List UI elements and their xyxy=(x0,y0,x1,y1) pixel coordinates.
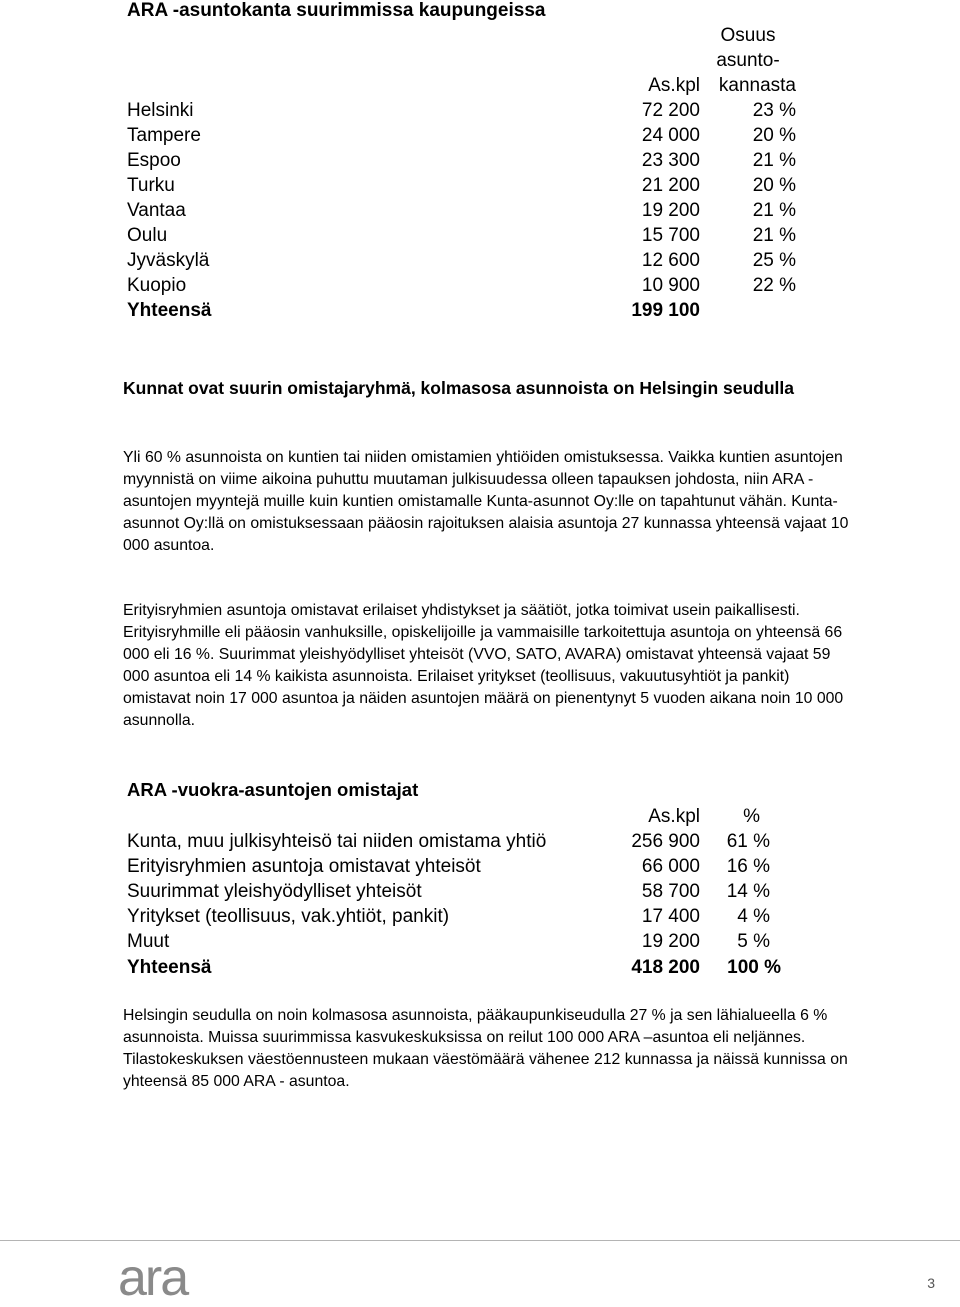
city-name: Oulu xyxy=(127,225,168,246)
header-share-line2: asunto- xyxy=(716,50,780,71)
owner-count: 19 200 xyxy=(641,931,700,952)
owner-name: Kunta, muu julkisyhteisö tai niiden omistama yhtiö xyxy=(127,831,547,852)
owner-name: Muut xyxy=(127,931,170,952)
city-share: 21 % xyxy=(752,150,796,171)
total-count: 199 100 xyxy=(631,300,700,321)
paragraph-1: Yli 60 % asunnoista on kuntien tai niiden omistamien yhtiöiden omistuksessa. Vaikka kuntien asuntojen myynnistä on viime aikoina puhuttu muutaman julkisuudessa olleen tapauksen johdosta, niin ARA -asuntojen myyntejä muille kuin kuntien omistamalle Kunta-asunnot Oy:lle on tapahtunut vähän. Kunta-asunnot Oy:llä on omistuksessaan pääosin rajoituksen alaisia asuntoja 27 kunnassa yhteensä vajaat 10 000 asuntoa. xyxy=(123,449,849,554)
owner-share: 61 % xyxy=(726,831,770,852)
city-count: 24 000 xyxy=(641,125,700,146)
city-name: Vantaa xyxy=(127,200,186,221)
owner-share: 4 % xyxy=(737,906,770,927)
footer-divider xyxy=(0,1240,960,1241)
owners-total-count: 418 200 xyxy=(631,957,700,978)
city-share: 23 % xyxy=(752,100,796,121)
owner-name: Suurimmat yleishyödylliset yhteisöt xyxy=(127,881,422,902)
owners-total-share: 100 % xyxy=(727,957,781,978)
owners-total-label: Yhteensä xyxy=(127,957,212,978)
owner-share: 16 % xyxy=(726,856,770,877)
owner-share: 14 % xyxy=(726,881,770,902)
owner-count: 17 400 xyxy=(641,906,700,927)
owners-header-share: % xyxy=(743,806,760,827)
ara-logo: ara xyxy=(118,1249,188,1307)
city-name: Tampere xyxy=(127,125,201,146)
paragraph-3: Helsingin seudulla on noin kolmasosa asunnoista, pääkaupunkiseudulla 27 % ja sen lähialueella 6 % asunnoista. Muissa suurimmissa kasvukeskuksissa on reilut 100 000 ARA –asuntoa eli neljännes. Tilastokeskuksen väestöennusteen mukaan väestömäärä vähenee 212 kunnassa ja näissä kunnissa on yhteensä 85 000 ARA - asuntoa. xyxy=(123,1007,848,1090)
section-heading: Kunnat ovat suurin omistajaryhmä, kolmasosa asunnoista on Helsingin seudulla xyxy=(123,378,794,398)
city-share: 21 % xyxy=(752,200,796,221)
paragraph-2: Erityisryhmien asuntoja omistavat erilaiset yhdistykset ja säätiöt, jotka toimivat usein paikallisesti. Erityisryhmille eli pääosin vanhuksille, opiskelijoille ja vammaisille tarkoitettuja asuntoja on yhteensä 66 000 eli 16 %. Suurimmat yleishyödylliset yhteisöt (VVO, SATO, AVARA) omistavat yhteensä vajaat 59 000 asuntoa eli 14 % kaikista asunnoista. Erilaiset yritykset (teollisuus, vakuutusyhtiöt ja pankit) omistavat noin 17 000 asuntoa ja näiden asuntojen määrä on pienentynyt 5 vuoden aikana noin 10 000 asunnolla. xyxy=(123,602,844,729)
owner-share: 5 % xyxy=(737,931,770,952)
city-count: 15 700 xyxy=(641,225,700,246)
city-share: 22 % xyxy=(752,275,796,296)
city-name: Helsinki xyxy=(127,100,194,121)
header-count: As.kpl xyxy=(648,75,700,96)
owner-count: 256 900 xyxy=(631,831,700,852)
city-count: 72 200 xyxy=(641,100,700,121)
owner-name: Erityisryhmien asuntoja omistavat yhteisöt xyxy=(127,856,481,877)
city-count: 21 200 xyxy=(641,175,700,196)
city-count: 12 600 xyxy=(641,250,700,271)
city-name: Espoo xyxy=(127,150,181,171)
city-share: 25 % xyxy=(752,250,796,271)
city-share: 20 % xyxy=(752,175,796,196)
header-share-line1: Osuus xyxy=(720,25,776,46)
owner-count: 66 000 xyxy=(641,856,700,877)
city-count: 23 300 xyxy=(641,150,700,171)
city-name: Jyväskylä xyxy=(127,250,210,271)
city-share: 21 % xyxy=(752,225,796,246)
city-count: 10 900 xyxy=(641,275,700,296)
city-name: Kuopio xyxy=(127,275,187,296)
owner-name: Yritykset (teollisuus, vak.yhtiöt, pankit) xyxy=(127,906,450,927)
city-count: 19 200 xyxy=(641,200,700,221)
owners-title: ARA -vuokra-asuntojen omistajat xyxy=(127,779,419,800)
page-number: 3 xyxy=(927,1275,935,1291)
total-label: Yhteensä xyxy=(127,300,212,321)
document-title: ARA -asuntokanta suurimmissa kaupungeissa xyxy=(127,0,546,21)
city-share: 20 % xyxy=(752,125,796,146)
city-name: Turku xyxy=(127,175,175,196)
owner-count: 58 700 xyxy=(641,881,700,902)
header-share-line3: kannasta xyxy=(718,75,796,96)
owners-header-count: As.kpl xyxy=(648,806,700,827)
